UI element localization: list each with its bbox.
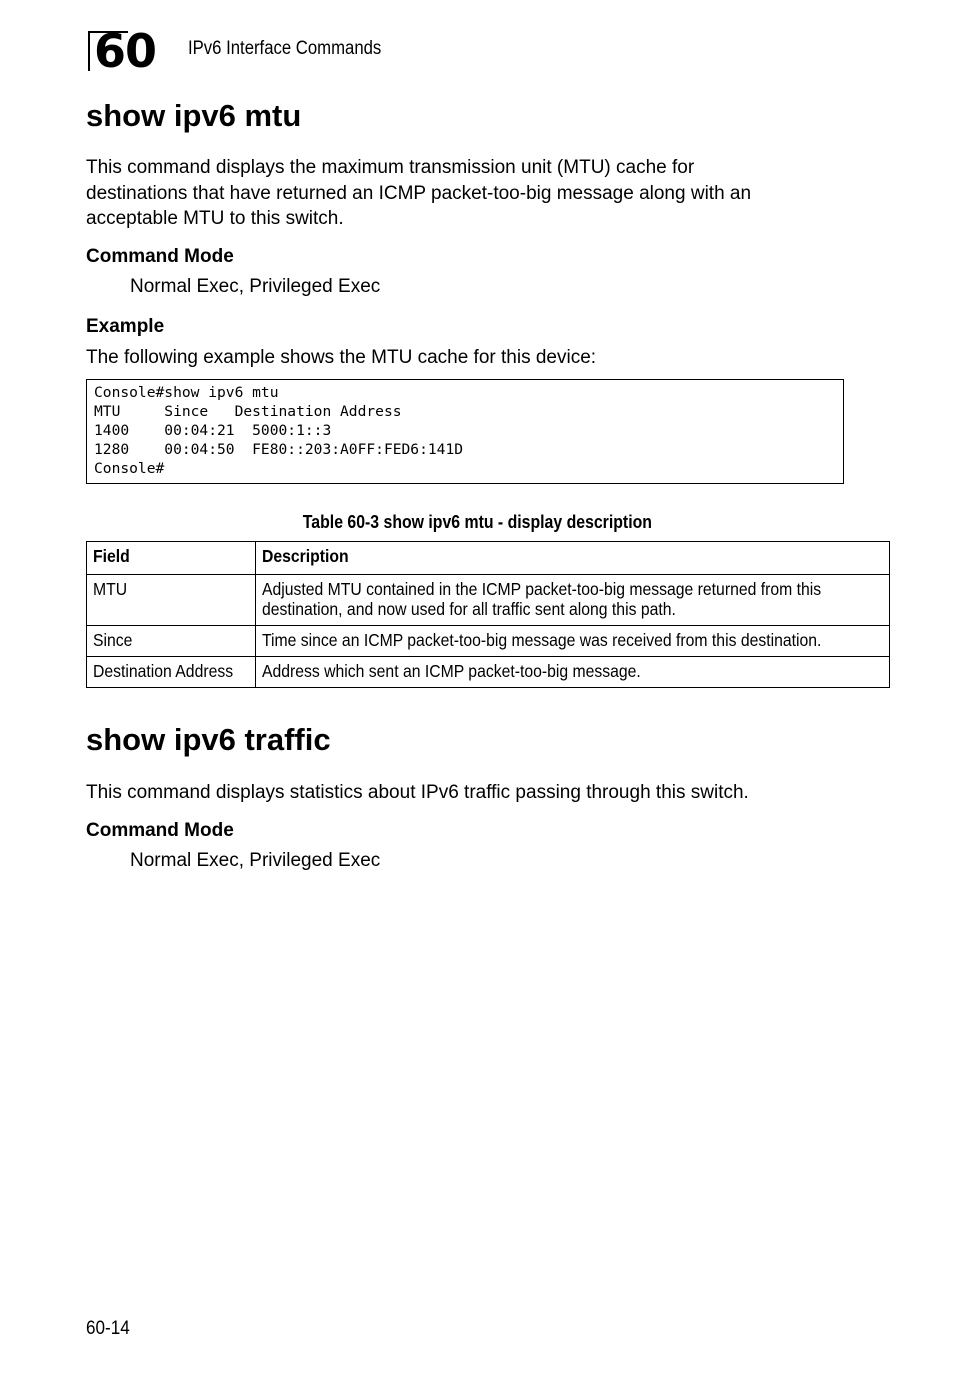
field-cell: Since bbox=[87, 626, 256, 657]
section-title-show-ipv6-traffic: show ipv6 traffic bbox=[86, 722, 331, 757]
code-line: MTU Since Destination Address bbox=[94, 403, 402, 420]
description-cell: Adjusted MTU contained in the ICMP packet-too-big message returned from this destination, and now used for all traffic sent along this path. bbox=[255, 575, 890, 626]
table-row bbox=[87, 626, 890, 657]
chapter-number: 60 bbox=[94, 24, 157, 78]
code-line: Console#show ipv6 mtu bbox=[94, 384, 279, 401]
description-line: destinations that have returned an ICMP packet-too-big message along with an bbox=[86, 182, 752, 204]
header-field: Field bbox=[87, 542, 256, 575]
command-mode-value: Normal Exec, Privileged Exec bbox=[130, 276, 381, 297]
description-cell: Address which sent an ICMP packet-too-big message. bbox=[255, 657, 890, 688]
description-cell: Time since an ICMP packet-too-big message was received from this destination. bbox=[255, 626, 890, 657]
example-intro: The following example shows the MTU cache for this device: bbox=[86, 347, 597, 368]
field-cell: MTU bbox=[87, 575, 256, 626]
section-description bbox=[86, 155, 826, 232]
table-caption: Table 60-3 show ipv6 mtu - display description bbox=[302, 512, 652, 532]
field-cell: Destination Address bbox=[87, 657, 256, 688]
code-line: 1400 00:04:21 5000:1::3 bbox=[94, 422, 332, 439]
command-mode-heading: Command Mode bbox=[86, 820, 234, 841]
code-line: Console# bbox=[94, 460, 165, 477]
code-line: 1280 00:04:50 FE80::203:A0FF:FED6:141D bbox=[94, 441, 464, 458]
section-description: This command displays statistics about IPv6 traffic passing through this switch. bbox=[86, 782, 749, 803]
header-description: Description bbox=[255, 542, 890, 575]
chapter-bar bbox=[88, 31, 90, 71]
command-mode-heading: Command Mode bbox=[86, 246, 234, 267]
table-row bbox=[87, 575, 890, 626]
table-header-row bbox=[87, 542, 890, 575]
description-line: This command displays the maximum transmission unit (MTU) cache for bbox=[86, 157, 695, 178]
example-heading: Example bbox=[86, 316, 165, 337]
command-mode-value: Normal Exec, Privileged Exec bbox=[130, 850, 381, 871]
chapter-marker bbox=[88, 24, 168, 78]
running-header: IPv6 Interface Commands bbox=[188, 38, 382, 59]
display-description-table bbox=[86, 541, 890, 688]
table-row bbox=[87, 657, 890, 688]
console-example bbox=[86, 379, 844, 484]
section-title-show-ipv6-mtu: show ipv6 mtu bbox=[86, 98, 302, 133]
description-line: acceptable MTU to this switch. bbox=[86, 208, 344, 229]
page-number: 60-14 bbox=[86, 1318, 130, 1339]
